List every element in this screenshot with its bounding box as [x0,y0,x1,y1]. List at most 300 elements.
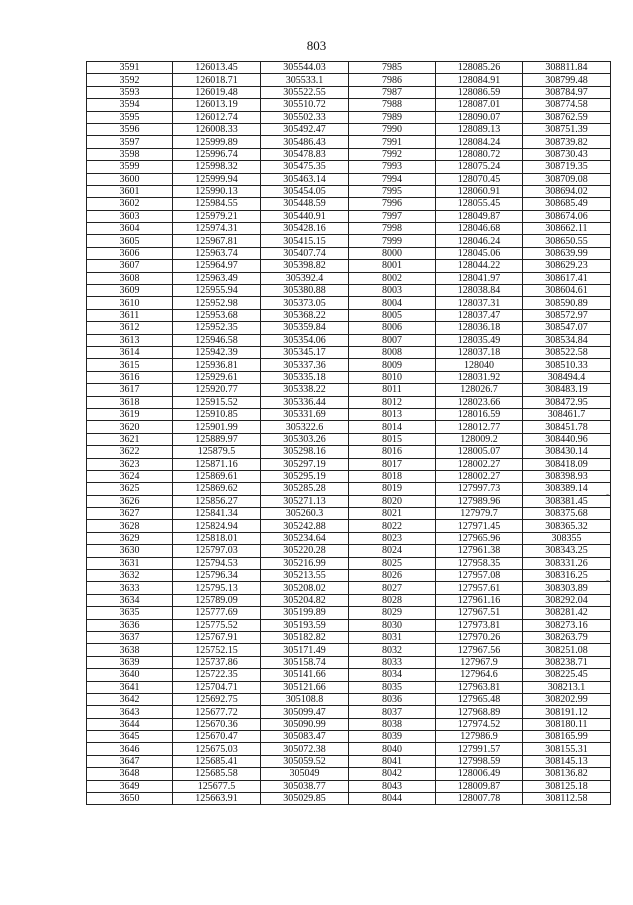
table-cell: 125879.5 [173,446,261,458]
table-cell: 3644 [87,718,173,730]
table-row [87,421,611,433]
table-cell: 3604 [87,223,173,235]
table-row [87,582,611,594]
table-cell: 3595 [87,111,173,123]
table-cell: 128040 [436,359,523,371]
table-cell: 3625 [87,483,173,495]
table-cell: 8003 [349,285,436,297]
table-cell: 305492.47 [261,123,349,135]
table-cell: 308316.25 [523,570,611,582]
table-cell: 127964.6 [436,669,523,681]
table-cell: 127989.96 [436,495,523,507]
table-cell: 3648 [87,768,173,780]
table-row [87,681,611,693]
table-cell: 7987 [349,86,436,98]
table-cell: 127974.52 [436,718,523,730]
table-cell: 305199.89 [261,607,349,619]
coordinates-table [86,61,611,805]
table-cell: 308751.39 [523,123,611,135]
table-cell: 3626 [87,495,173,507]
table-row [87,570,611,582]
table-cell: 125692.75 [173,693,261,705]
table-cell: 305029.85 [261,793,349,805]
table-cell: 308719.35 [523,161,611,173]
table-cell: 7990 [349,123,436,135]
table-cell: 127958.35 [436,557,523,569]
table-cell: 3635 [87,607,173,619]
table-cell: 308343.25 [523,545,611,557]
table-cell: 3612 [87,322,173,334]
table-row [87,793,611,805]
table-cell: 8011 [349,384,436,396]
table-cell: 308191.12 [523,706,611,718]
table-cell: 125910.85 [173,408,261,420]
table-row [87,470,611,482]
table-cell: 3642 [87,693,173,705]
table-row [87,309,611,321]
table-cell: 308440.96 [523,433,611,445]
table-row [87,631,611,643]
table-cell: 305182.82 [261,631,349,643]
table-cell: 305544.03 [261,62,349,74]
table-cell: 305295.19 [261,470,349,482]
table-cell: 127997.73 [436,483,523,495]
table-cell: 8021 [349,508,436,520]
table-cell: 305335.18 [261,371,349,383]
table-cell: 305242.88 [261,520,349,532]
table-cell: 3617 [87,384,173,396]
table-cell: 8028 [349,594,436,606]
table-cell: 3592 [87,74,173,86]
table-cell: 7998 [349,223,436,235]
table-row [87,693,611,705]
table-row [87,111,611,123]
table-cell: 125795.13 [173,582,261,594]
table-cell: 8024 [349,545,436,557]
table-row [87,136,611,148]
table-cell: 8038 [349,718,436,730]
table-cell: 125952.35 [173,322,261,334]
table-row [87,161,611,173]
table-cell: 3640 [87,669,173,681]
table-cell: 128002.27 [436,470,523,482]
table-cell: 3601 [87,185,173,197]
table-cell: 308202.99 [523,693,611,705]
table-cell: 7997 [349,210,436,222]
table-cell: 3631 [87,557,173,569]
table-cell: 3596 [87,123,173,135]
table-cell: 126012.74 [173,111,261,123]
table-cell: 125777.69 [173,607,261,619]
table-cell: 8032 [349,644,436,656]
table-cell: 7991 [349,136,436,148]
table-cell: 3641 [87,681,173,693]
table-cell: 3620 [87,421,173,433]
table-cell: 128037.31 [436,297,523,309]
table-cell: 125752.15 [173,644,261,656]
table-cell: 308739.82 [523,136,611,148]
table-cell: 305510.72 [261,99,349,111]
table-cell: 125999.94 [173,173,261,185]
table-cell: 125794.53 [173,557,261,569]
table-row [87,346,611,358]
table-cell: 308662.11 [523,223,611,235]
table-cell: 125677.5 [173,780,261,792]
table-cell: 308572.97 [523,309,611,321]
table-cell: 3618 [87,396,173,408]
table-cell: 3650 [87,793,173,805]
table-cell: 127965.96 [436,532,523,544]
table-cell: 305059.52 [261,755,349,767]
table-cell: 308461.7 [523,408,611,420]
table-row [87,594,611,606]
table-cell: 3643 [87,706,173,718]
table-cell: 8004 [349,297,436,309]
table-cell: 308263.79 [523,631,611,643]
table-cell: 125929.61 [173,371,261,383]
table-cell: 308762.59 [523,111,611,123]
table-cell: 8017 [349,458,436,470]
table-cell: 126013.45 [173,62,261,74]
table-cell: 308418.09 [523,458,611,470]
table-cell: 8030 [349,619,436,631]
table-cell: 308547.07 [523,322,611,334]
table-cell: 305331.69 [261,408,349,420]
table-cell: 308694.02 [523,185,611,197]
table-cell: 125737.86 [173,656,261,668]
table-cell: 128044.22 [436,260,523,272]
table-cell: 128037.18 [436,346,523,358]
table-cell: 8008 [349,346,436,358]
table-cell: 127968.89 [436,706,523,718]
table-cell: 305108.8 [261,693,349,705]
table-cell: 7999 [349,235,436,247]
table-cell: 8014 [349,421,436,433]
table-cell: 125856.27 [173,495,261,507]
table-cell: 305415.15 [261,235,349,247]
table-cell: 308225.45 [523,669,611,681]
table-cell: 128045.06 [436,247,523,259]
table-row [87,433,611,445]
table-cell: 305428.16 [261,223,349,235]
table-cell: 128016.59 [436,408,523,420]
table-cell: 305475.35 [261,161,349,173]
table-cell: 126019.48 [173,86,261,98]
table-cell: 305337.36 [261,359,349,371]
table-cell: 3629 [87,532,173,544]
table-row [87,545,611,557]
table-cell: 308534.84 [523,334,611,346]
table-cell: 125767.91 [173,631,261,643]
table-cell: 305336.44 [261,396,349,408]
table-row [87,532,611,544]
table-row [87,62,611,74]
table-cell: 125775.52 [173,619,261,631]
table-row [87,755,611,767]
table-cell: 305285.28 [261,483,349,495]
table-cell: 305141.66 [261,669,349,681]
table-cell: 128009.87 [436,780,523,792]
table-cell: 127957.08 [436,570,523,582]
table-row [87,644,611,656]
table-cell: 125915.52 [173,396,261,408]
table-cell: 305049 [261,768,349,780]
table-cell: 3611 [87,309,173,321]
table-cell: 125920.77 [173,384,261,396]
table-cell: 3647 [87,755,173,767]
table-cell: 128070.45 [436,173,523,185]
table-cell: 3613 [87,334,173,346]
table-cell: 128046.68 [436,223,523,235]
table-row [87,285,611,297]
table-cell: 7993 [349,161,436,173]
table-row [87,272,611,284]
table-cell: 3622 [87,446,173,458]
table-cell: 308774.58 [523,99,611,111]
table-cell: 128090.07 [436,111,523,123]
table-cell: 305478.83 [261,148,349,160]
table-cell: 128060.91 [436,185,523,197]
table-cell: 128009.2 [436,433,523,445]
table-cell: 128023.66 [436,396,523,408]
table-cell: 305398.82 [261,260,349,272]
table-cell: 305208.02 [261,582,349,594]
table-cell: 308629.23 [523,260,611,272]
table-cell: 3646 [87,743,173,755]
table-cell: 305090.99 [261,718,349,730]
table-cell: 125942.39 [173,346,261,358]
table-cell: 127967.9 [436,656,523,668]
table-cell: 305373.05 [261,297,349,309]
table-cell: 308365.32 [523,520,611,532]
table-cell: 308375.68 [523,508,611,520]
table-cell: 3616 [87,371,173,383]
table-cell: 128084.24 [436,136,523,148]
table-row [87,780,611,792]
table-cell: 3633 [87,582,173,594]
table-cell: 125675.03 [173,743,261,755]
table-cell: 305260.3 [261,508,349,520]
margin-mark: - [606,575,609,585]
table-cell: 125936.81 [173,359,261,371]
table-cell: 7986 [349,74,436,86]
table-cell: 3610 [87,297,173,309]
table-cell: 3632 [87,570,173,582]
table-cell: 308281.42 [523,607,611,619]
table-cell: 128085.26 [436,62,523,74]
table-cell: 125818.01 [173,532,261,544]
table-cell: 125663.91 [173,793,261,805]
table-cell: 308125.18 [523,780,611,792]
table-cell: 128080.72 [436,148,523,160]
table-cell: 305392.4 [261,272,349,284]
table-cell: 308389.14 [523,483,611,495]
table-cell: 125953.68 [173,309,261,321]
table-cell: 3634 [87,594,173,606]
table-cell: 3645 [87,731,173,743]
table-cell: 8042 [349,768,436,780]
table-cell: 308430.14 [523,446,611,458]
table-row [87,520,611,532]
table-cell: 308494.4 [523,371,611,383]
table-cell: 305359.84 [261,322,349,334]
table-cell: 308685.49 [523,198,611,210]
table-cell: 3597 [87,136,173,148]
table-cell: 308213.1 [523,681,611,693]
table-cell: 3605 [87,235,173,247]
table-cell: 308273.16 [523,619,611,631]
table-cell: 3593 [87,86,173,98]
table-cell: 125824.94 [173,520,261,532]
table-cell: 128087.01 [436,99,523,111]
table-row [87,396,611,408]
table-cell: 8029 [349,607,436,619]
table-cell: 128086.59 [436,86,523,98]
table-row [87,86,611,98]
table-cell: 3598 [87,148,173,160]
table-cell: 305522.55 [261,86,349,98]
table-cell: 305072.38 [261,743,349,755]
table-row [87,359,611,371]
table-cell: 128037.47 [436,309,523,321]
table-cell: 308165.99 [523,731,611,743]
table-cell: 305213.55 [261,570,349,582]
table-cell: 305440.91 [261,210,349,222]
table-cell: 305038.77 [261,780,349,792]
table-cell: 8012 [349,396,436,408]
table-cell: 8041 [349,755,436,767]
table-cell: 308510.33 [523,359,611,371]
table-cell: 305345.17 [261,346,349,358]
table-cell: 3649 [87,780,173,792]
table-cell: 127967.51 [436,607,523,619]
table-cell: 3639 [87,656,173,668]
table-cell: 126013.19 [173,99,261,111]
table-row [87,508,611,520]
table-cell: 7995 [349,185,436,197]
table-cell: 7989 [349,111,436,123]
table-cell: 128036.18 [436,322,523,334]
table-cell: 308709.08 [523,173,611,185]
table-cell: 128006.49 [436,768,523,780]
table-cell: 125869.62 [173,483,261,495]
table-cell: 8002 [349,272,436,284]
table-row [87,619,611,631]
table-cell: 8036 [349,693,436,705]
table-row [87,173,611,185]
margin-mark: - [606,489,609,499]
table-cell: 127965.48 [436,693,523,705]
table-cell: 125871.16 [173,458,261,470]
table-cell: 128012.77 [436,421,523,433]
table-row [87,458,611,470]
table-row [87,669,611,681]
table-cell: 125677.72 [173,706,261,718]
table-cell: 127986.9 [436,731,523,743]
table-cell: 305297.19 [261,458,349,470]
table-cell: 305407.74 [261,247,349,259]
table-cell: 308639.99 [523,247,611,259]
table-cell: 305380.88 [261,285,349,297]
table-cell: 127991.57 [436,743,523,755]
table-cell: 8023 [349,532,436,544]
table-cell: 308112.58 [523,793,611,805]
table-cell: 8001 [349,260,436,272]
table-cell: 3623 [87,458,173,470]
table-cell: 308799.48 [523,74,611,86]
table-cell: 127961.16 [436,594,523,606]
table-row [87,483,611,495]
table-row [87,731,611,743]
table-cell: 308590.89 [523,297,611,309]
table-cell: 308522.58 [523,346,611,358]
table-cell: 3599 [87,161,173,173]
table-cell: 3628 [87,520,173,532]
table-cell: 305368.22 [261,309,349,321]
table-cell: 308251.08 [523,644,611,656]
table-cell: 8015 [349,433,436,445]
table-cell: 3619 [87,408,173,420]
table-cell: 125789.09 [173,594,261,606]
table-cell: 3630 [87,545,173,557]
table-cell: 305171.49 [261,644,349,656]
table-cell: 3621 [87,433,173,445]
table-row [87,371,611,383]
table-cell: 125722.35 [173,669,261,681]
table-cell: 8013 [349,408,436,420]
table-cell: 125797.03 [173,545,261,557]
table-cell: 127979.7 [436,508,523,520]
table-row [87,210,611,222]
table-cell: 3608 [87,272,173,284]
table-cell: 8010 [349,371,436,383]
table-row [87,557,611,569]
table-cell: 308145.13 [523,755,611,767]
table-cell: 3603 [87,210,173,222]
table-cell: 308331.26 [523,557,611,569]
table-cell: 125901.99 [173,421,261,433]
table-cell: 305338.22 [261,384,349,396]
table-cell: 305303.26 [261,433,349,445]
table-cell: 3606 [87,247,173,259]
table-cell: 125796.34 [173,570,261,582]
table-row [87,148,611,160]
table-cell: 128075.24 [436,161,523,173]
table-row [87,260,611,272]
table-cell: 125670.36 [173,718,261,730]
table-cell: 3600 [87,173,173,185]
table-cell: 8006 [349,322,436,334]
table-cell: 308617.41 [523,272,611,284]
table-cell: 305234.64 [261,532,349,544]
table-row [87,74,611,86]
table-cell: 125685.58 [173,768,261,780]
table-cell: 125979.21 [173,210,261,222]
table-cell: 3636 [87,619,173,631]
table-cell: 125704.71 [173,681,261,693]
table-cell: 8009 [349,359,436,371]
table-row [87,297,611,309]
table-cell: 125964.97 [173,260,261,272]
table-cell: 305298.16 [261,446,349,458]
table-cell: 128049.87 [436,210,523,222]
table-cell: 308784.97 [523,86,611,98]
table-cell: 308136.82 [523,768,611,780]
table-cell: 128038.84 [436,285,523,297]
table-cell: 308451.78 [523,421,611,433]
table-cell: 8025 [349,557,436,569]
table-row [87,235,611,247]
